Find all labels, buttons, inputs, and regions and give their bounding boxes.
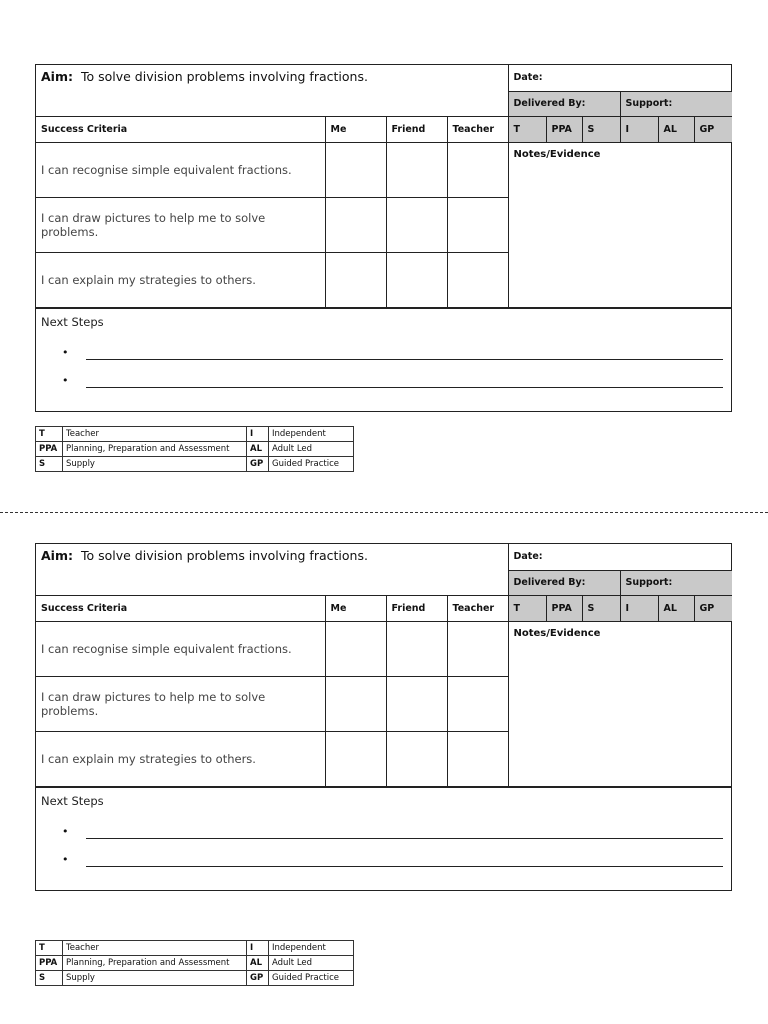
- key-meaning: Adult Led: [269, 956, 354, 971]
- bullet-2: •: [62, 373, 69, 387]
- me-header: Me: [325, 595, 386, 621]
- teacher-check-1[interactable]: [447, 621, 508, 676]
- support-field[interactable]: [620, 91, 732, 116]
- friend-header: Friend: [386, 595, 447, 621]
- next-step-line-1[interactable]: [86, 359, 723, 360]
- gp-option[interactable]: GP: [694, 595, 732, 621]
- teacher-check-1[interactable]: [447, 142, 508, 197]
- criteria-row-2: I can draw pictures to help me to solve problems.: [36, 676, 325, 731]
- me-check-1[interactable]: [325, 142, 386, 197]
- next-step-line-2[interactable]: [86, 866, 723, 867]
- teacher-check-2[interactable]: [447, 197, 508, 252]
- bullet-1: •: [62, 824, 69, 838]
- teacher-header: Teacher: [447, 595, 508, 621]
- friend-check-3[interactable]: [386, 731, 447, 786]
- next-steps-section: [36, 787, 731, 890]
- criteria-row-1: I can recognise simple equivalent fractions.: [36, 142, 325, 197]
- support-label: Support:: [625, 98, 673, 109]
- key-code: S: [36, 457, 63, 472]
- next-steps-label: Next Steps: [41, 314, 104, 329]
- me-check-2[interactable]: [325, 197, 386, 252]
- key-meaning: Independent: [269, 427, 354, 442]
- support-label: Support:: [625, 577, 673, 588]
- aim-label: Aim:: [41, 69, 73, 84]
- delivered-by-label: Delivered By:: [513, 577, 586, 588]
- notes-evidence-label: Notes/Evidence: [513, 148, 601, 160]
- al-option[interactable]: AL: [658, 595, 694, 621]
- criteria-row-1: I can recognise simple equivalent fractions.: [36, 621, 325, 676]
- key-table-1: [35, 426, 354, 472]
- me-check-3[interactable]: [325, 252, 386, 307]
- date-label: Date:: [513, 72, 543, 84]
- i-option[interactable]: I: [620, 595, 658, 621]
- friend-check-2[interactable]: [386, 676, 447, 731]
- next-steps-section: [36, 308, 731, 411]
- key-meaning: Guided Practice: [269, 457, 354, 472]
- date-field[interactable]: [508, 65, 732, 91]
- success-criteria-header: Success Criteria: [36, 116, 325, 142]
- i-option[interactable]: I: [620, 116, 658, 142]
- t-option[interactable]: T: [508, 116, 546, 142]
- ppa-option[interactable]: PPA: [546, 116, 582, 142]
- ppa-option[interactable]: PPA: [546, 595, 582, 621]
- friend-check-2[interactable]: [386, 197, 447, 252]
- friend-check-1[interactable]: [386, 621, 447, 676]
- key-meaning: Supply: [63, 971, 247, 986]
- delivered-by-field[interactable]: [508, 570, 620, 595]
- key-code: GP: [247, 971, 269, 986]
- key-meaning: Independent: [269, 941, 354, 956]
- lesson-sheet-1: [35, 64, 732, 412]
- notes-evidence-label: Notes/Evidence: [513, 627, 601, 639]
- key-code: T: [36, 941, 63, 956]
- aim-text: To solve division problems involving fractions.: [80, 69, 368, 84]
- success-criteria-header: Success Criteria: [36, 595, 325, 621]
- key-code: PPA: [36, 442, 63, 457]
- key-code: AL: [247, 442, 269, 457]
- friend-check-3[interactable]: [386, 252, 447, 307]
- support-field[interactable]: [620, 570, 732, 595]
- notes-evidence-area[interactable]: [508, 142, 732, 307]
- date-field[interactable]: [508, 544, 732, 570]
- bullet-1: •: [62, 345, 69, 359]
- next-step-line-1[interactable]: [86, 838, 723, 839]
- aim-cell: [36, 544, 508, 595]
- me-check-1[interactable]: [325, 621, 386, 676]
- aim-text: To solve division problems involving fractions.: [80, 548, 368, 563]
- me-header: Me: [325, 116, 386, 142]
- lesson-sheet-2: [35, 543, 732, 891]
- key-meaning: Planning, Preparation and Assessment: [63, 956, 247, 971]
- key-table-2: [35, 940, 354, 986]
- teacher-check-3[interactable]: [447, 252, 508, 307]
- aim-label: Aim:: [41, 548, 73, 563]
- date-label: Date:: [513, 551, 543, 563]
- me-check-2[interactable]: [325, 676, 386, 731]
- cut-line: [0, 512, 768, 513]
- next-step-line-2[interactable]: [86, 387, 723, 388]
- s-option[interactable]: S: [582, 116, 620, 142]
- lesson-table: [36, 544, 732, 787]
- bullet-2: •: [62, 852, 69, 866]
- key-meaning: Supply: [63, 457, 247, 472]
- criteria-row-2: I can draw pictures to help me to solve problems.: [36, 197, 325, 252]
- key-code: PPA: [36, 956, 63, 971]
- key-code: GP: [247, 457, 269, 472]
- key-meaning: Adult Led: [269, 442, 354, 457]
- delivered-by-label: Delivered By:: [513, 98, 586, 109]
- delivered-by-field[interactable]: [508, 91, 620, 116]
- t-option[interactable]: T: [508, 595, 546, 621]
- s-option[interactable]: S: [582, 595, 620, 621]
- key-meaning: Teacher: [63, 941, 247, 956]
- key-code: S: [36, 971, 63, 986]
- key-meaning: Planning, Preparation and Assessment: [63, 442, 247, 457]
- next-steps-label: Next Steps: [41, 793, 104, 808]
- teacher-check-2[interactable]: [447, 676, 508, 731]
- friend-check-1[interactable]: [386, 142, 447, 197]
- friend-header: Friend: [386, 116, 447, 142]
- key-meaning: Guided Practice: [269, 971, 354, 986]
- gp-option[interactable]: GP: [694, 116, 732, 142]
- teacher-check-3[interactable]: [447, 731, 508, 786]
- key-code: I: [247, 427, 269, 442]
- criteria-row-3: I can explain my strategies to others.: [36, 731, 325, 786]
- key-meaning: Teacher: [63, 427, 247, 442]
- key-code: AL: [247, 956, 269, 971]
- al-option[interactable]: AL: [658, 116, 694, 142]
- teacher-header: Teacher: [447, 116, 508, 142]
- key-code: I: [247, 941, 269, 956]
- lesson-table: [36, 65, 732, 308]
- notes-evidence-area[interactable]: [508, 621, 732, 786]
- aim-cell: [36, 65, 508, 116]
- key-code: T: [36, 427, 63, 442]
- me-check-3[interactable]: [325, 731, 386, 786]
- criteria-row-3: I can explain my strategies to others.: [36, 252, 325, 307]
